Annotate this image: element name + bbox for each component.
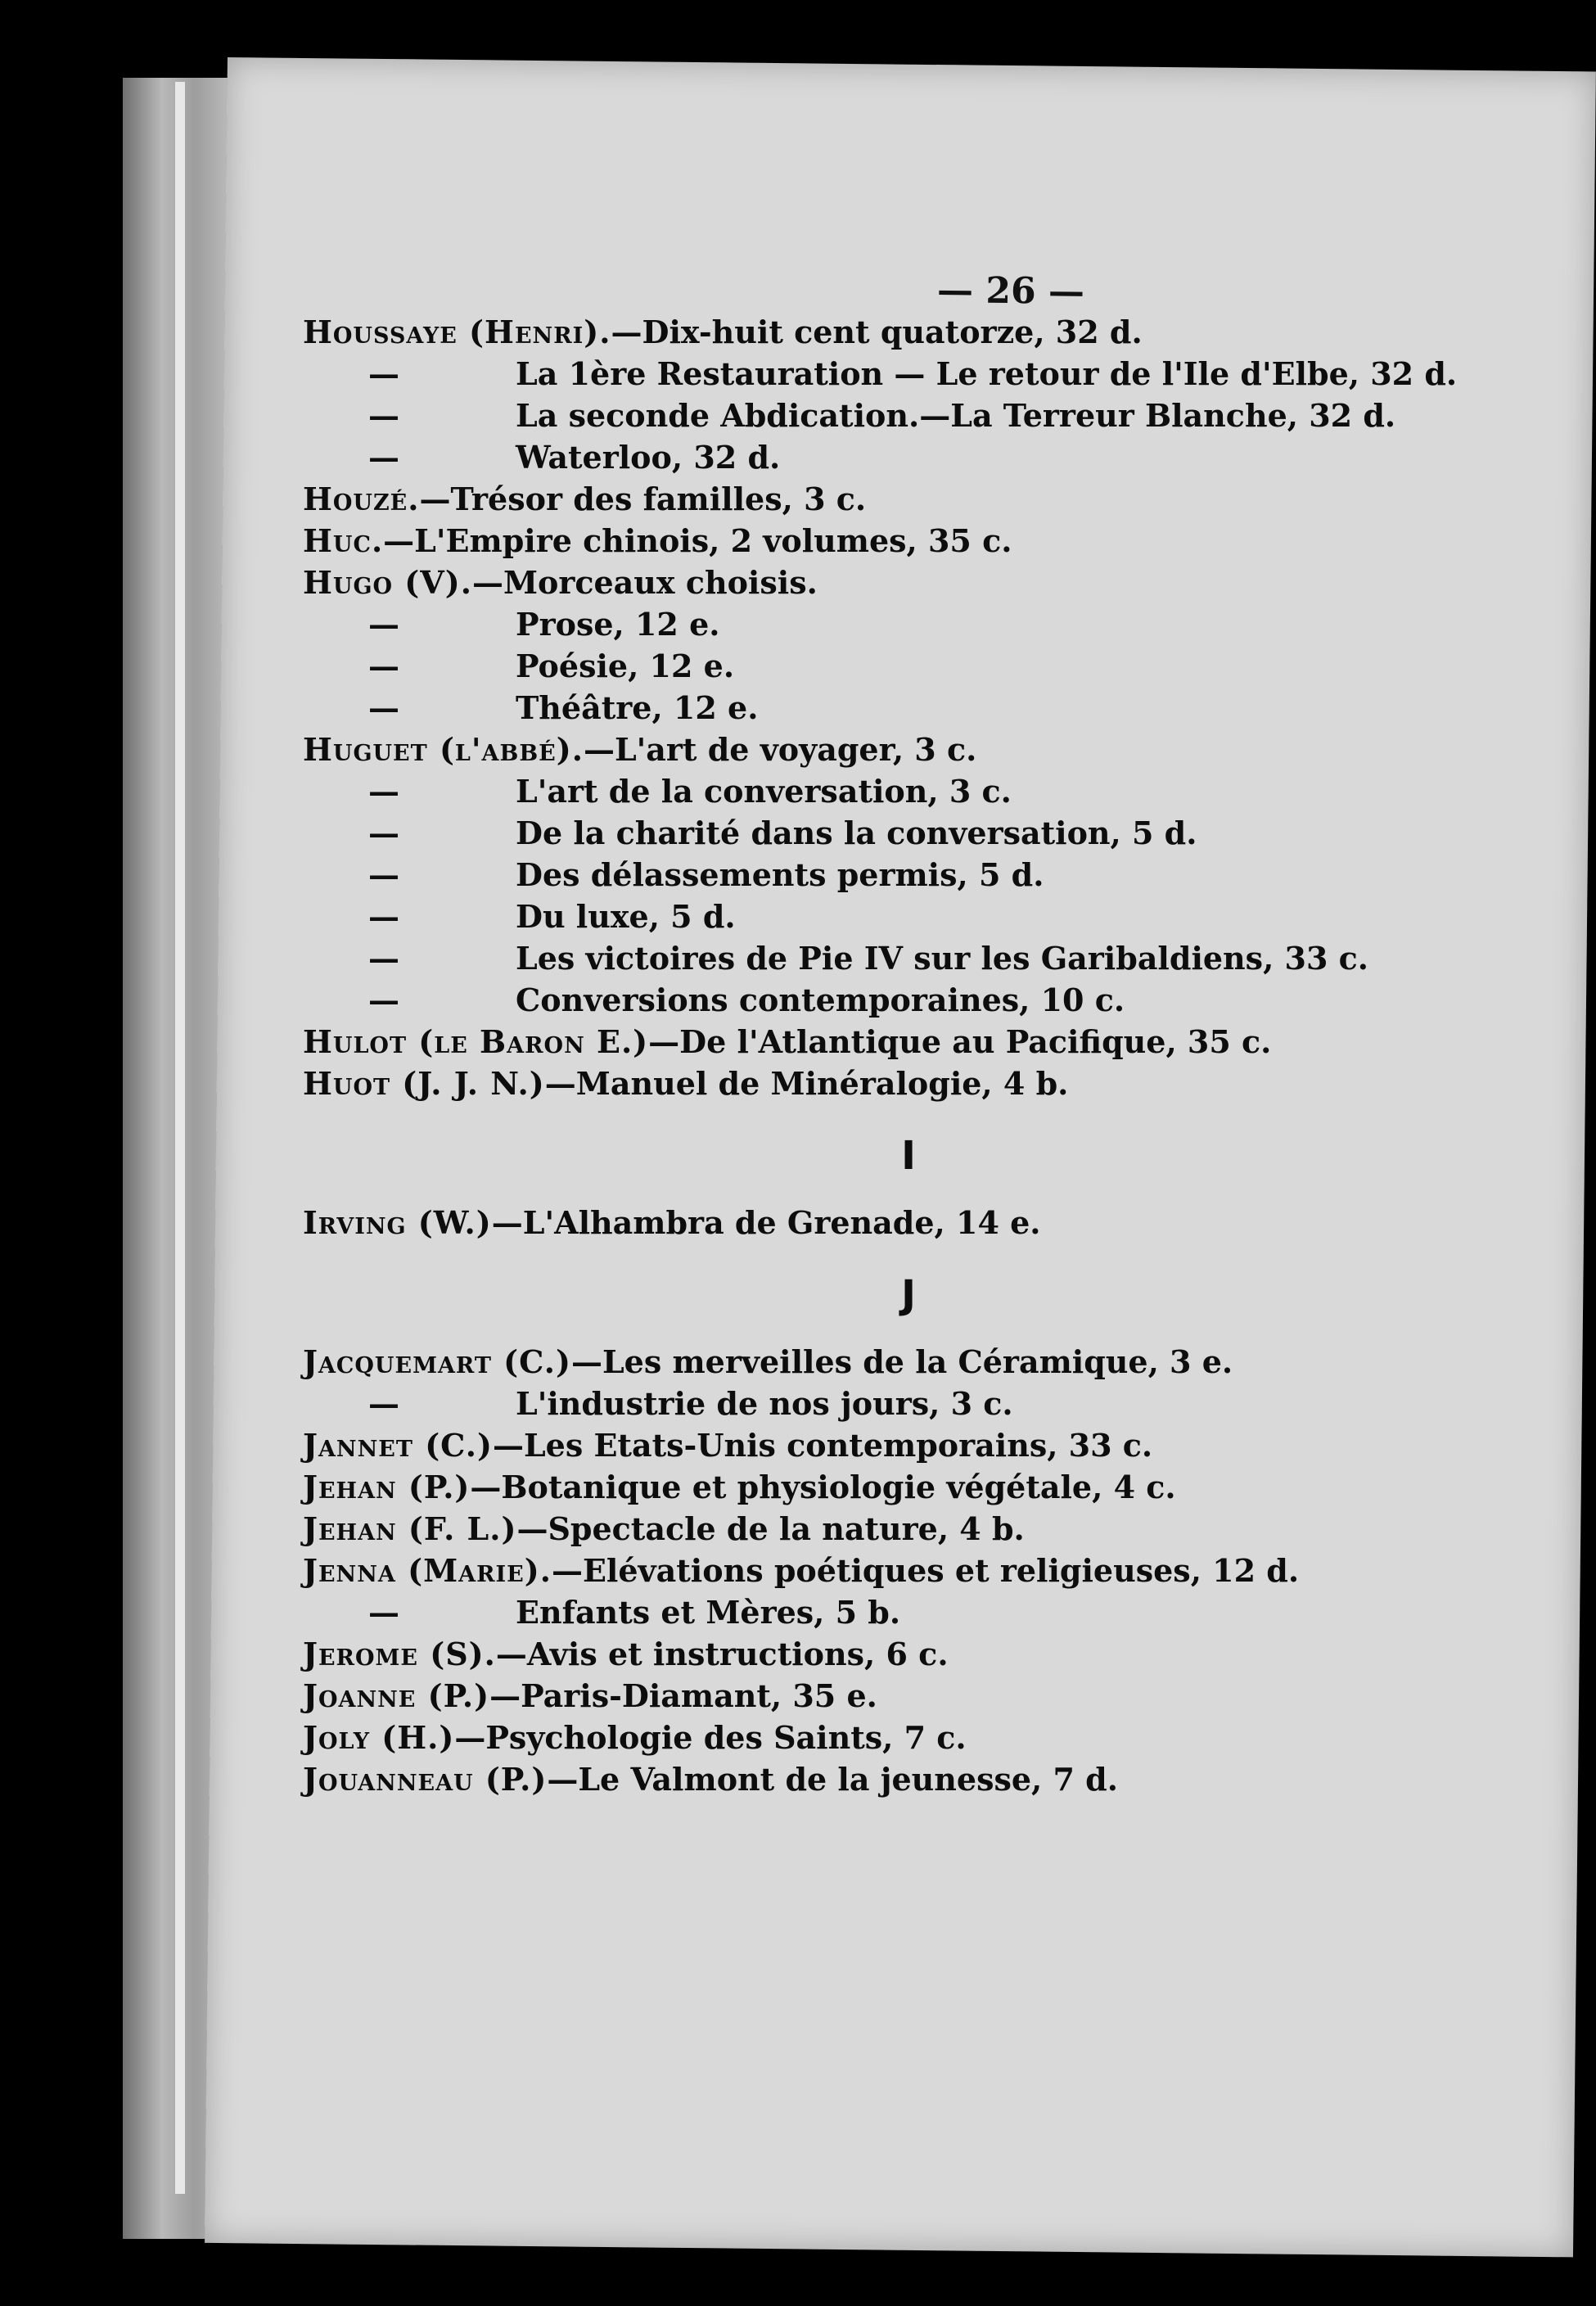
entry-title: L'industrie de nos jours, 3 c. <box>516 1385 1013 1422</box>
catalog-entry <box>303 1633 1514 1675</box>
section-letter-j: J <box>901 1272 916 1318</box>
entry-author: Jenna (Marie). <box>303 1552 552 1589</box>
entry-title: —L'Alhambra de Grenade, 14 e. <box>491 1204 1041 1241</box>
entry-title: La seconde Abdication.—La Terreur Blanche, 32 d. <box>516 397 1396 434</box>
entry-title: —Trésor des familles, 3 c. <box>419 481 867 517</box>
entry-title: —Dix-huit cent quatorze, 32 d. <box>611 314 1143 350</box>
entry-author: Jacquemart (C.) <box>303 1343 571 1380</box>
entry-title: Waterloo, 32 d. <box>516 439 781 476</box>
entry-title: —Les merveilles de la Céramique, 3 e. <box>570 1343 1233 1380</box>
page-number: — 26 — <box>936 269 1085 313</box>
catalog-sub-entry <box>303 1383 1514 1424</box>
catalog-entry <box>303 1550 1514 1591</box>
entry-title: Poésie, 12 e. <box>516 648 735 684</box>
entry-author: Houssaye (Henri). <box>303 314 611 350</box>
entry-title: Prose, 12 e. <box>516 606 720 643</box>
catalog-sub-entry <box>303 603 1514 645</box>
entry-title: —Morceaux choisis. <box>471 564 818 601</box>
catalog-sub-entry <box>303 687 1514 729</box>
entry-title: —L'art de voyager, 3 c. <box>583 731 977 768</box>
ditto-dash: — <box>368 856 399 893</box>
catalog-entry <box>303 1675 1514 1717</box>
entry-author: Jerome (S). <box>303 1636 496 1672</box>
catalog-entry <box>303 1466 1514 1508</box>
catalog-sub-entry <box>303 896 1514 937</box>
entry-author: Joly (H.) <box>303 1719 455 1756</box>
catalog-entry <box>303 1341 1514 1383</box>
catalog-sub-entry <box>303 1591 1514 1633</box>
catalog-entry <box>303 1424 1514 1466</box>
catalog-entry <box>303 478 1514 520</box>
entry-title: Des délassements permis, 5 d. <box>516 856 1044 893</box>
ditto-dash: — <box>368 773 399 810</box>
ditto-dash: — <box>368 606 399 643</box>
entry-author: Jouanneau (P.) <box>303 1761 548 1798</box>
entry-title: Conversions contemporaines, 10 c. <box>516 982 1125 1018</box>
ditto-dash: — <box>368 898 399 935</box>
catalog-entry <box>303 562 1514 603</box>
entry-title: La 1ère Restauration — Le retour de l'Ile d'Elbe, 32 d. <box>516 355 1458 392</box>
catalog-sub-entry <box>303 353 1514 395</box>
entry-title: —Elévations poétiques et religieuses, 12 d. <box>551 1552 1300 1589</box>
entry-author: Hugo (V). <box>303 564 472 601</box>
entry-title: —Psychologie des Saints, 7 c. <box>454 1719 967 1756</box>
entry-author: Jannet (C.) <box>303 1427 493 1464</box>
catalog-sub-entry <box>303 812 1514 854</box>
catalog-entry <box>303 1063 1514 1104</box>
entry-title: Du luxe, 5 d. <box>516 898 736 935</box>
entry-title: —Spectacle de la nature, 4 b. <box>516 1510 1025 1547</box>
ditto-dash: — <box>368 1385 399 1422</box>
entry-author: Huc. <box>303 522 384 559</box>
ditto-dash: — <box>368 940 399 977</box>
catalog-entry <box>303 729 1514 770</box>
entry-title: —Manuel de Minéralogie, 4 b. <box>544 1065 1069 1102</box>
catalog-sub-entry <box>303 979 1514 1021</box>
entry-author: Irving (W.) <box>303 1204 492 1241</box>
entry-title: Les victoires de Pie IV sur les Garibaldiens, 33 c. <box>516 940 1369 977</box>
catalog-sub-entry <box>303 937 1514 979</box>
entry-title: De la charité dans la conversation, 5 d. <box>516 815 1197 851</box>
catalog-sub-entry <box>303 395 1514 436</box>
catalog-entry <box>303 1021 1514 1063</box>
catalog-entry <box>303 1508 1514 1550</box>
entry-title: Théâtre, 12 e. <box>516 689 759 726</box>
ditto-dash: — <box>368 397 399 434</box>
ditto-dash: — <box>368 982 399 1018</box>
ditto-dash: — <box>368 355 399 392</box>
entry-author: Jehan (P.) <box>303 1469 471 1505</box>
entry-author: Huguet (l'abbé). <box>303 731 584 768</box>
entry-title: —L'Empire chinois, 2 volumes, 35 c. <box>383 522 1012 559</box>
entry-title: —Botanique et physiologie végétale, 4 c. <box>470 1469 1176 1505</box>
entry-title: —Avis et instructions, 6 c. <box>495 1636 949 1672</box>
catalog-entry <box>303 520 1514 562</box>
entry-author: Huot (J. J. N.) <box>303 1065 545 1102</box>
catalog-entry <box>303 1758 1514 1800</box>
ditto-dash: — <box>368 689 399 726</box>
catalog-sub-entry <box>303 645 1514 687</box>
catalog-entry <box>303 1717 1514 1758</box>
ditto-dash: — <box>368 1594 399 1631</box>
catalog-listing <box>303 311 1514 1800</box>
entry-title: L'art de la conversation, 3 c. <box>516 773 1012 810</box>
catalog-entry <box>303 1202 1514 1243</box>
entry-author: Joanne (P.) <box>303 1677 490 1714</box>
ditto-dash: — <box>368 815 399 851</box>
entry-title: —De l'Atlantique au Pacifique, 35 c. <box>648 1023 1272 1060</box>
entry-title: —Paris-Diamant, 35 e. <box>489 1677 877 1714</box>
catalog-sub-entry <box>303 436 1514 478</box>
section-letter-i: I <box>901 1133 916 1179</box>
entry-title: —Les Etats-Unis contemporains, 33 c. <box>492 1427 1153 1464</box>
catalog-entry <box>303 311 1514 353</box>
entry-title: —Le Valmont de la jeunesse, 7 d. <box>547 1761 1118 1798</box>
ditto-dash: — <box>368 439 399 476</box>
entry-author: Hulot (le Baron E.) <box>303 1023 649 1060</box>
entry-author: Houzé. <box>303 481 420 517</box>
catalog-sub-entry <box>303 854 1514 896</box>
ditto-dash: — <box>368 648 399 684</box>
catalog-sub-entry <box>303 770 1514 812</box>
entry-title: Enfants et Mères, 5 b. <box>516 1594 901 1631</box>
entry-author: Jehan (F. L.) <box>303 1510 517 1547</box>
page-edge-line <box>175 82 185 2194</box>
